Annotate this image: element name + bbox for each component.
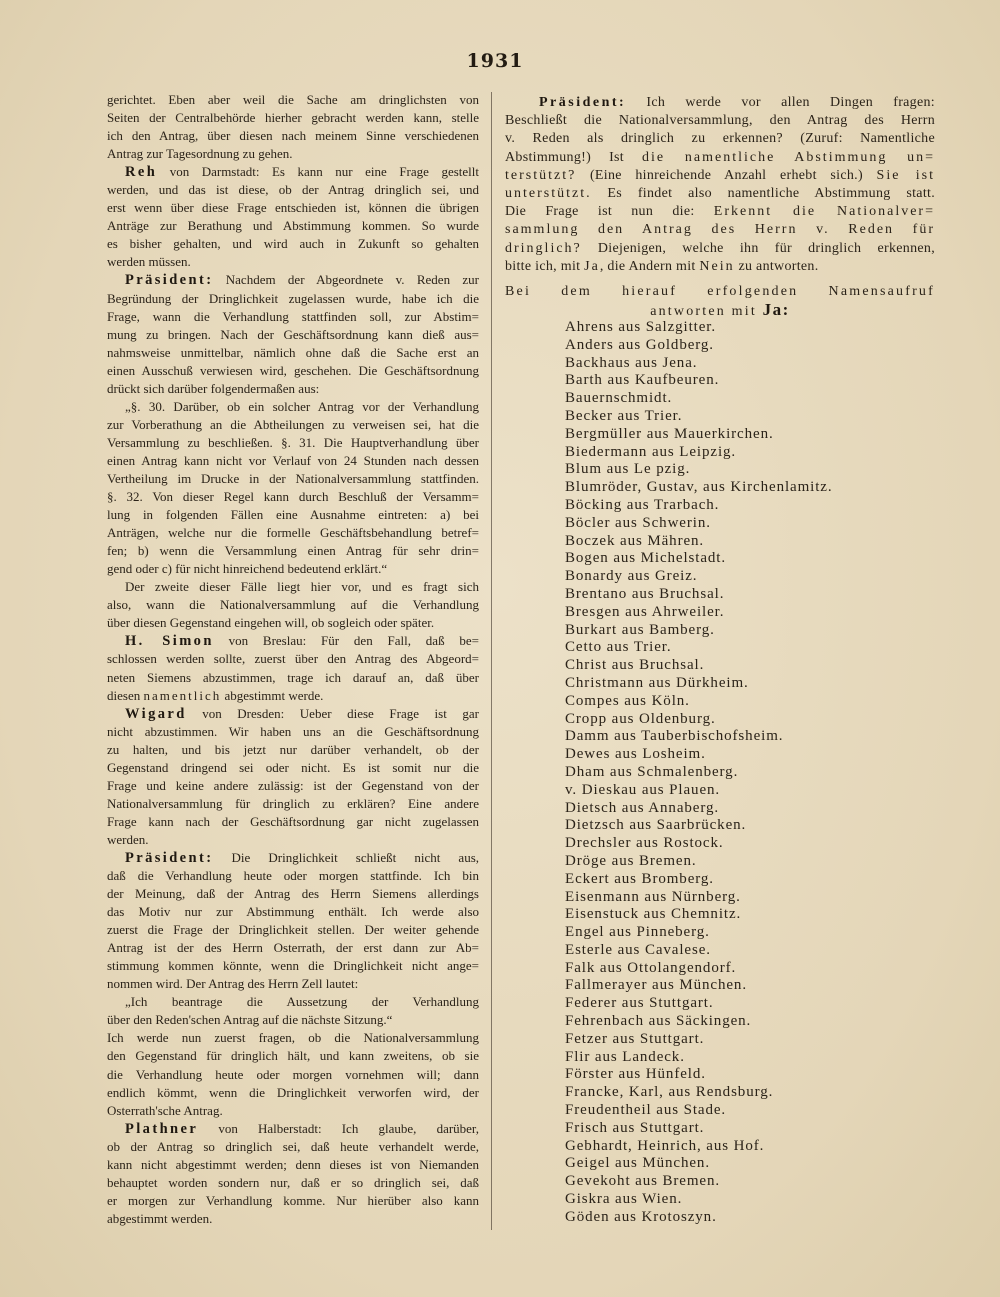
member-name: Geigel aus München. xyxy=(565,1155,710,1172)
paragraph xyxy=(107,705,479,849)
member-name: Blum aus Le pzig. xyxy=(565,461,691,478)
text-line xyxy=(505,167,935,185)
member-name: Bresgen aus Ahrweiler. xyxy=(565,603,725,620)
text-line: endlich kömmt, wenn die Dringlichkeit verworfen wird, der xyxy=(107,1084,479,1100)
text-line: „Ich beantrage die Aussetzung der Verhandlung xyxy=(125,994,479,1010)
member-name: v. Dieskau aus Plauen. xyxy=(565,781,721,798)
spaced-emphasis: Ja xyxy=(584,258,600,274)
line-text: (Eine hinreichende Anzahl erhebt sich.) xyxy=(576,167,877,183)
text-line: er morgen zur Verhandlung komme. Nur hierüber also kann xyxy=(107,1192,479,1208)
member-name: Anders aus Goldberg. xyxy=(565,336,714,353)
speaker-name: Ja: xyxy=(762,300,790,320)
paragraph xyxy=(107,1029,479,1119)
member-name-list xyxy=(565,319,935,1227)
line-text: von Halberstadt: Ich glaube, darüber, xyxy=(198,1120,479,1136)
text-line: werden, und das ist diese, ob der Antrag dringlich sei, und xyxy=(107,182,479,198)
text-line: Antrag ist der des Herrn Osterrath, der erst dann zur Ab= xyxy=(107,940,479,956)
text-line: abgestimmt werden. xyxy=(107,1210,213,1226)
member-name: Cropp aus Oldenburg. xyxy=(565,710,716,727)
member-name: Christ aus Bruchsal. xyxy=(565,657,705,674)
member-name: Gebhardt, Heinrich, aus Hof. xyxy=(565,1137,765,1154)
member-name: Bergmüller aus Mauerkirchen. xyxy=(565,425,774,442)
member-name: Damm aus Tauberbischofsheim. xyxy=(565,728,784,745)
text-line: gerichtet. Eben aber weil die Sache am dringlichsten von xyxy=(107,92,479,107)
member-name: Dewes aus Losheim. xyxy=(565,746,706,763)
spaced-emphasis: Sie ist xyxy=(876,167,935,183)
text-line: also, wann die Nationalversammlung auf die Verhandlung xyxy=(107,597,479,613)
text-line: die Verhandlung heute oder morgen vornehmen will; dann xyxy=(107,1066,479,1082)
text-line: mung zu bringen. Nach der Geschäftsordnung kann dieß aus= xyxy=(107,326,479,342)
text-line: Der zweite dieser Fälle liegt hier vor, und es fragt sich xyxy=(125,579,479,595)
member-name: Engel aus Pinneberg. xyxy=(565,924,710,941)
text-line: werden müssen. xyxy=(107,254,191,270)
text-line: Seiten der Centralbehörde hierher gebracht werden kann, stelle xyxy=(107,110,479,126)
spaced-emphasis: Bei dem hierauf erfolgenden Namensaufruf xyxy=(505,284,935,299)
page-number: 1931 xyxy=(466,50,524,72)
member-name: Bogen aus Michelstadt. xyxy=(565,550,727,567)
member-name: Esterle aus Cavalese. xyxy=(565,941,711,958)
text-line: Anträgen, welche nur die formelle Geschäftsbehandlung betref= xyxy=(107,525,479,541)
text-line: einen Ausschuß verwiesen wird, geschehen. Die Geschäftsordnung xyxy=(107,362,479,378)
text-line xyxy=(107,271,479,289)
line-text: von Darmstadt: Es kann nur eine Frage gestellt xyxy=(157,164,479,180)
text-line: Anträge zur Berathung und Abstimmung kommen. So wurde xyxy=(107,218,479,234)
member-name: Ahrens aus Salzgitter. xyxy=(565,319,717,335)
text-line: Vertheilung im Drucke in der Nationalversammlung stattfinden. xyxy=(107,470,479,486)
text-line xyxy=(107,705,479,723)
text-line: über den Reden'schen Antrag auf die nächste Sitzung.“ xyxy=(107,1012,393,1028)
speaker-name: Präsident: xyxy=(125,849,214,866)
member-name: Falk aus Ottolangendorf. xyxy=(565,959,737,976)
speaker-name: Wigard xyxy=(125,705,187,722)
text-line xyxy=(107,1120,479,1138)
member-name: Freudentheil aus Stade. xyxy=(565,1102,727,1119)
text-line: stimmung kommen könnte, wenn die Dringlichkeit nicht ange= xyxy=(107,958,479,974)
paragraph xyxy=(107,271,479,397)
line-text: , die Andern mit xyxy=(599,258,700,274)
right-column-text xyxy=(505,94,935,276)
paragraph xyxy=(107,398,479,578)
line-text: Nachdem der Abgeordnete v. Reden zur xyxy=(213,272,479,288)
text-line: den Gegenstand für dringlich hält, und kann zweitens, ob sie xyxy=(107,1048,479,1064)
text-line xyxy=(107,687,479,705)
spaced-emphasis: terstützt? xyxy=(505,167,577,183)
speaker-name: H. Simon xyxy=(125,633,214,650)
text-line xyxy=(505,185,935,203)
member-name: Dham aus Schmalenberg. xyxy=(565,763,739,780)
text-line xyxy=(505,203,935,221)
line-text: bitte ich, mit xyxy=(505,258,585,274)
text-line: Beschließt die Nationalversammlung, den Antrag des Herrn xyxy=(505,113,935,129)
text-line: werden. xyxy=(107,831,149,847)
text-line: ich den Antrag, über diesen nach meinem Sinne verschiedenen xyxy=(107,128,479,144)
member-name: Böcler aus Schwerin. xyxy=(565,514,711,531)
member-name: Frisch aus Stuttgart. xyxy=(565,1119,705,1136)
member-name: Fallmerayer aus München. xyxy=(565,977,747,994)
member-name: Eisenmann aus Nürnberg. xyxy=(565,888,741,905)
member-name: Francke, Karl, aus Rendsburg. xyxy=(565,1084,774,1101)
member-name: Barth aus Kaufbeuren. xyxy=(565,372,720,389)
member-name: Biedermann aus Leipzig. xyxy=(565,443,737,460)
text-line: einen Antrag kann nicht vor Verlauf von 24 Stunden nach dessen xyxy=(107,452,479,468)
roll-call-heading xyxy=(505,283,935,319)
line-text: diesen xyxy=(107,687,144,703)
spaced-emphasis: antworten mit xyxy=(650,304,763,320)
line-text: von Dresden: Ueber diese Frage ist gar xyxy=(186,705,479,721)
text-line: ob der Antrag so dringlich sei, daß heute verhandelt werde, xyxy=(107,1138,479,1154)
text-line: Osterrath'sche Antrag. xyxy=(107,1102,223,1118)
line-text: Die Frage ist nun die: xyxy=(505,204,714,220)
text-line: zur Vorberathung an die Abtheilungen zu verweisen sei, hat die xyxy=(107,416,479,432)
paragraph xyxy=(107,578,479,632)
text-line xyxy=(505,258,935,276)
paragraph xyxy=(107,163,479,271)
text-line: Gegenstand dringend sei oder nicht. Es ist somit nur die xyxy=(107,759,479,775)
text-line xyxy=(505,283,935,301)
text-line: Frage und keine andere zulässig: ist der Gegenstand von der xyxy=(107,777,479,793)
member-name: Dröge aus Bremen. xyxy=(565,852,697,869)
member-name: Becker aus Trier. xyxy=(565,407,683,424)
text-line: Frage kann nach der Geschäftsordnung gar nicht zugelassen xyxy=(107,813,479,829)
paragraph xyxy=(107,632,479,704)
member-name: Dietsch aus Annaberg. xyxy=(565,799,720,816)
text-line: fen; b) wenn die Versammlung einen Antrag für sehr drin= xyxy=(107,543,479,559)
text-line: Nationalversammlung für dringlich zu erklären? Eine andere xyxy=(107,795,479,811)
text-line xyxy=(107,163,479,181)
member-name: Fetzer aus Stuttgart. xyxy=(565,1030,705,1047)
member-name: Burkart aus Bamberg. xyxy=(565,621,715,638)
member-name: Bauernschmidt. xyxy=(565,390,673,407)
paragraph xyxy=(107,849,479,993)
text-line: Ich werde nun zuerst fragen, ob die Nationalversammlung xyxy=(107,1030,479,1046)
line-text: Es findet also namentliche Abstimmung statt. xyxy=(591,185,935,201)
spaced-emphasis: Nein xyxy=(699,258,735,274)
text-line: das Motiv nur zur Abstimmung enthält. Ich werde also xyxy=(107,904,479,920)
member-name: Göden aus Krotoszyn. xyxy=(565,1208,717,1225)
member-name: Eisenstuck aus Chemnitz. xyxy=(565,906,742,923)
text-line: neten Siemens abzustimmen, trage ich darauf an, daß über xyxy=(107,669,479,685)
member-name: Christmann aus Dürkheim. xyxy=(565,674,749,691)
spaced-emphasis: namentlich xyxy=(143,687,222,703)
member-name: Cetto aus Trier. xyxy=(565,639,672,656)
member-name: Böcking aus Trarbach. xyxy=(565,496,720,513)
text-line: „§. 30. Darüber, ob ein solcher Antrag vor der Verhandlung xyxy=(125,398,479,414)
member-name: Drechsler aus Rostock. xyxy=(565,835,724,852)
text-line: über diesen Gegenstand eingehen will, ob sogleich oder später. xyxy=(107,615,435,631)
member-name: Compes aus Köln. xyxy=(565,692,690,709)
line-text: zu antworten. xyxy=(734,258,819,274)
text-line: behauptet worden sondern nur, daß er so dringlich sei, daß xyxy=(107,1174,479,1190)
column-divider xyxy=(491,92,492,1230)
member-name: Backhaus aus Jena. xyxy=(565,354,698,371)
text-line: der Meinung, daß der Antrag des Herrn Siemens allerdings xyxy=(107,886,479,902)
line-text: Ich werde vor allen Dingen fragen: xyxy=(626,95,935,110)
paragraph xyxy=(107,993,479,1029)
member-name: Flir aus Landeck. xyxy=(565,1048,685,1065)
text-line: kann nicht abgestimmt werden; denn dieses ist von Niemanden xyxy=(107,1156,479,1172)
line-text: Abstimmung!) Ist xyxy=(505,149,643,165)
speaker-name: Plathner xyxy=(125,1120,199,1137)
text-line: zu halten, und bis jetzt nur darüber verhandelt, ob der xyxy=(107,741,479,757)
text-line: Versammlung zu beschließen. §. 31. Die Hauptverhandlung über xyxy=(107,434,479,450)
text-line xyxy=(505,240,935,258)
speaker-name: Präsident: xyxy=(539,95,627,110)
member-name: Fehrenbach aus Säckingen. xyxy=(565,1013,752,1030)
text-line: es bisher gehalten, und wird auch in Zukunft so gehalten xyxy=(107,236,479,252)
spaced-emphasis: Erkennt die Nationalver= xyxy=(713,204,935,220)
member-name: Eckert aus Bromberg. xyxy=(565,870,714,887)
line-text: von Breslau: Für den Fall, daß be= xyxy=(213,633,479,649)
text-line: Frage, wann die Verhandlung stattfinden soll, zur Abstim= xyxy=(107,308,479,324)
spaced-emphasis: dringlich? xyxy=(505,240,582,256)
text-line: Antrag zur Tagesordnung zu gehen. xyxy=(107,146,293,162)
text-line: v. Reden als dringlich zu erkennen? (Zuruf: Namentliche xyxy=(505,131,935,147)
member-name: Gevekoht aus Bremen. xyxy=(565,1173,721,1190)
text-line: Begründung der Dringlichkeit zugelassen wurde, habe ich die xyxy=(107,290,479,306)
member-name: Bonardy aus Greiz. xyxy=(565,568,698,585)
text-line: gend oder c) für nicht hinreichend bedeutend erklärt.“ xyxy=(107,561,388,577)
text-line: schlossen werden sollte, zuerst über den Antrag des Abgeord= xyxy=(107,651,479,667)
member-name: Boczek aus Mähren. xyxy=(565,532,705,549)
text-line: nommen wird. Der Antrag des Herrn Zell lautet: xyxy=(107,976,359,992)
paragraph xyxy=(505,94,935,276)
member-name: Dietzsch aus Saarbrücken. xyxy=(565,817,747,834)
text-line: lung in folgenden Fällen eine Ausnahme eintreten: a) bei xyxy=(107,507,479,523)
line-text: Die Dringlichkeit schließt nicht aus, xyxy=(213,849,479,865)
text-line: §. 32. Von dieser Regel kann durch Beschluß der Versamm= xyxy=(107,489,479,505)
member-name: Brentano aus Bruchsal. xyxy=(565,585,725,602)
left-column xyxy=(107,91,479,1228)
paragraph xyxy=(107,1120,479,1228)
spaced-emphasis: unterstützt. xyxy=(505,185,592,201)
speaker-name: Präsident: xyxy=(125,272,214,289)
member-name: Blumröder, Gustav, aus Kirchenlamitz. xyxy=(565,479,833,496)
text-line xyxy=(505,301,935,319)
text-line xyxy=(107,849,479,867)
member-name: Förster aus Hünfeld. xyxy=(565,1066,706,1083)
speaker-name: Reh xyxy=(125,164,158,181)
text-line: nahmsweise unmittelbar, nämlich ohne daß die Sache erst an xyxy=(107,344,479,360)
text-line: drückt sich darüber folgendermaßen aus: xyxy=(107,380,320,396)
text-line: nicht abzustimmen. Wir haben uns an die Geschäftsordnung xyxy=(107,723,479,739)
text-line xyxy=(107,632,479,650)
text-line xyxy=(505,221,935,239)
text-line: zuerst die Frage der Dringlichkeit stellen. Der weiter gehende xyxy=(107,922,479,938)
text-line: daß die Verhandlung heute oder morgen stattfinde. Ich bin xyxy=(107,868,479,884)
line-text: abgestimmt werde. xyxy=(221,687,324,703)
member-name: Giskra aus Wien. xyxy=(565,1191,683,1208)
spaced-emphasis: die namentliche Abstimmung un= xyxy=(642,149,936,165)
spaced-emphasis: sammlung den Antrag des Herrn v. Reden für xyxy=(505,222,935,238)
text-line xyxy=(505,149,935,167)
paragraph xyxy=(107,91,479,163)
text-line xyxy=(505,94,935,112)
member-name: Federer aus Stuttgart. xyxy=(565,995,714,1012)
line-text: Diejenigen, welche ihn für dringlich erkennen, xyxy=(581,240,935,256)
text-line: erst wenn über diese Frage entschieden ist, können die übrigen xyxy=(107,200,479,216)
